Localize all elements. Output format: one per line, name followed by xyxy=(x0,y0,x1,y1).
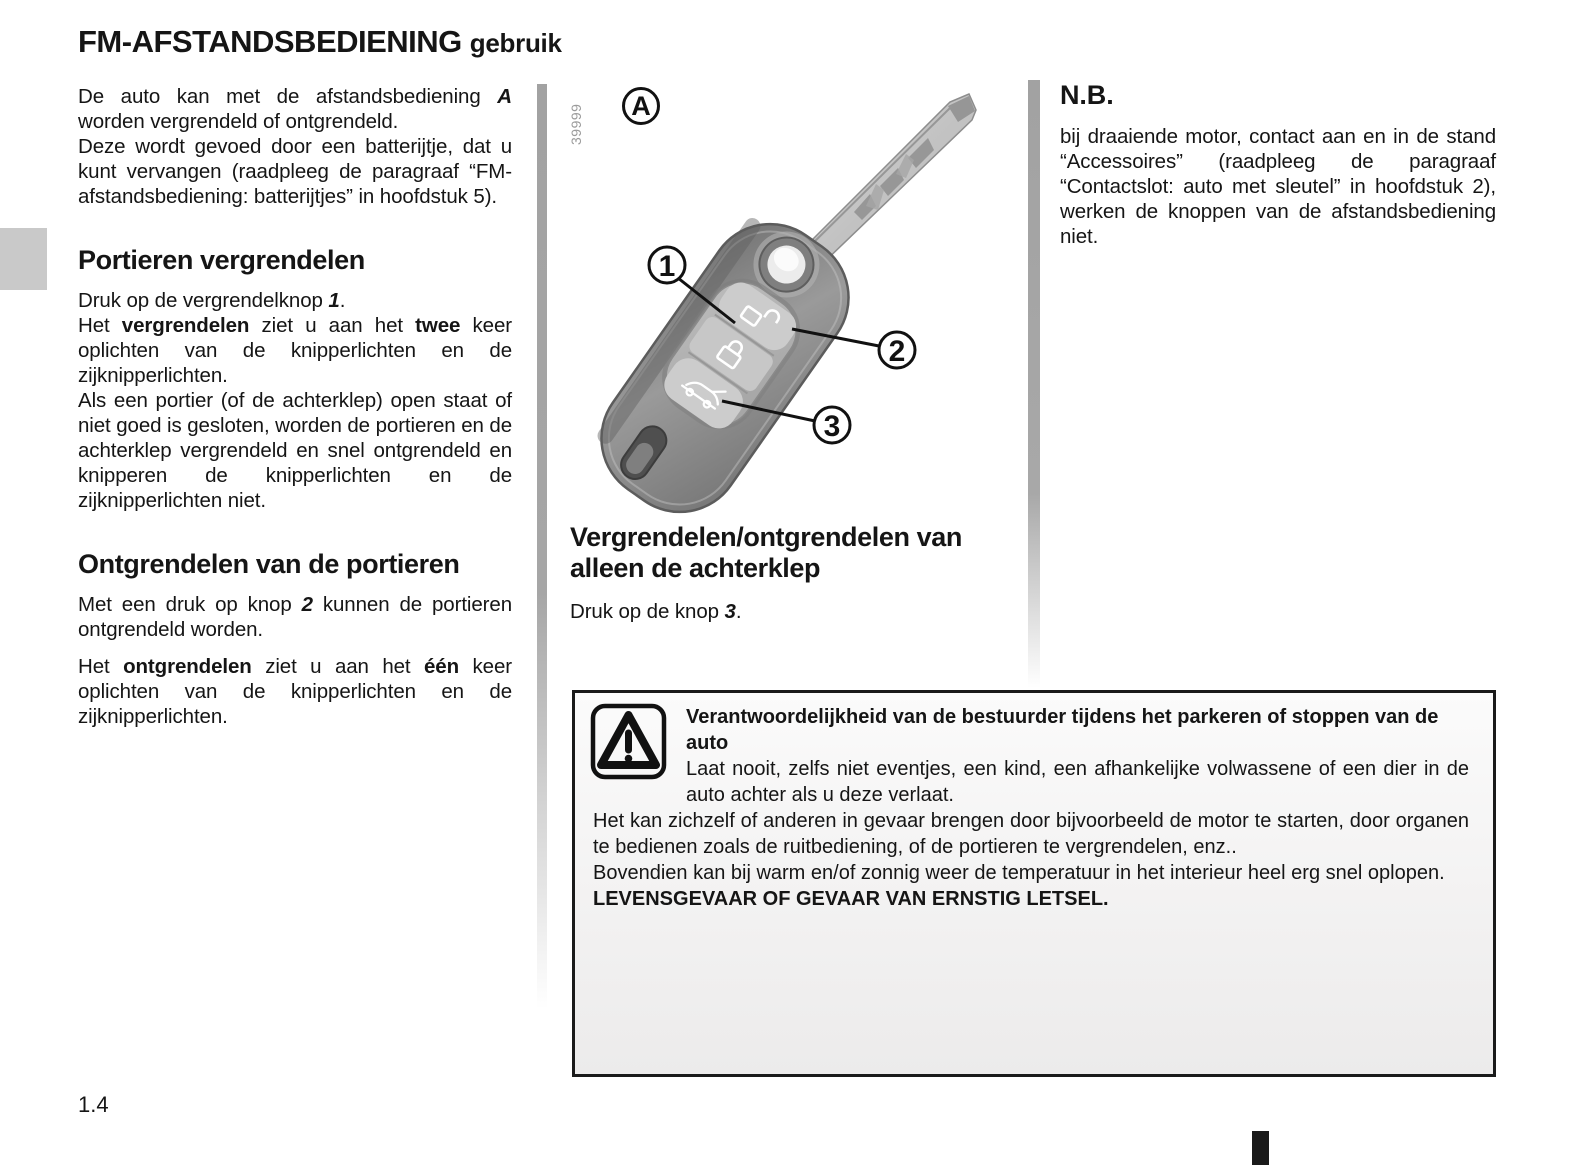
column-separator-bar xyxy=(537,84,547,1009)
page-title-sub: gebruik xyxy=(469,28,562,58)
right-column xyxy=(1060,80,1496,249)
warning-title: Verantwoordelijkheid van de bestuurder tijdens het parkeren of stoppen van de auto xyxy=(686,706,1439,754)
paragraph: bij draaiende motor, contact aan en in de stand “Accessoires” (raadpleeg de paragraaf “Contactslot: auto met sleutel” in hoofdstuk 2), werken de knoppen van de afstandsbediening niet. xyxy=(1060,125,1496,248)
key-fob-figure xyxy=(570,78,1010,525)
page-number: 1.4 xyxy=(78,1092,109,1117)
key-blade xyxy=(802,94,976,268)
callout-a xyxy=(624,89,659,124)
left-column xyxy=(78,84,512,729)
page-title xyxy=(78,24,562,60)
column-separator-bar xyxy=(1028,80,1040,688)
middle-column xyxy=(570,522,1002,624)
section-heading-tailgate: Vergrendelen/ontgrendelen van alleen de achterklep xyxy=(570,522,963,583)
chapter-edge-tab xyxy=(0,228,47,290)
key-fob-illustration xyxy=(570,78,1010,525)
paragraph: Het ontgrendelen ziet u aan het één keer oplichten van de knipperlichten en de zijknipperlichten. xyxy=(78,655,512,728)
warning-line: Het kan zichzelf of anderen in gevaar brengen door bijvoorbeeld de motor te starten, door organen te bedienen zoals de ruitbediening, of de portieren te vergrendelen, enz.. xyxy=(593,810,1469,858)
intro-paragraph: De auto kan met de afstandsbediening A worden vergrendeld of ontgrendeld. xyxy=(78,85,512,133)
blade-milling-pattern xyxy=(854,138,934,220)
paragraph: Het vergrendelen ziet u aan het twee keer oplichten van de knipperlichten en de zijknipperlichten. xyxy=(78,314,513,387)
warning-box xyxy=(572,690,1496,1077)
intro-paragraph: Deze wordt gevoed door een batterijtje, dat u kunt vervangen (raadpleeg de paragraaf “FM-afstandsbediening: batterijtjes” in hoofdstuk 5). xyxy=(78,135,512,208)
warning-line: Laat nooit, zelfs niet eventjes, een kind, een afhankelijke volwassene of een dier in de auto achter als u deze verlaat. xyxy=(686,758,1469,806)
section-heading-unlock-doors: Ontgrendelen van de portieren xyxy=(78,549,460,579)
paragraph: Als een portier (of de achterklep) open staat of niet goed is gesloten, worden de portieren en de achterklep vergrendeld en snel ontgrendeld en knipperen de knipperlichten en de zijknipperlichten niet. xyxy=(78,389,512,512)
page-title-main: FM-AFSTANDSBEDIENING xyxy=(78,24,462,59)
section-heading-lock-doors: Portieren vergrendelen xyxy=(78,245,365,275)
svg-text:A: A xyxy=(631,91,651,121)
warning-emphasis: LEVENSGEVAAR OF GEVAAR VAN ERNSTIG LETSEL. xyxy=(593,888,1109,910)
svg-text:1: 1 xyxy=(658,250,676,283)
paragraph: Druk op de vergrendelknop 1. xyxy=(78,289,346,312)
svg-text:3: 3 xyxy=(823,410,841,443)
figure-reference-number: 39999 xyxy=(568,103,584,145)
paragraph: Druk op de knop 3. xyxy=(570,600,742,623)
warning-triangle-icon xyxy=(590,703,667,780)
paragraph: Met een druk op knop 2 kunnen de portieren ontgrendeld worden. xyxy=(78,593,513,641)
warning-line: Bovendien kan bij warm en/of zonnig weer de temperatuur in het interieur heel erg snel oplopen. xyxy=(593,862,1445,884)
section-heading-note: N.B. xyxy=(1060,80,1114,110)
print-registration-mark xyxy=(1252,1131,1269,1165)
svg-text:2: 2 xyxy=(888,335,906,368)
